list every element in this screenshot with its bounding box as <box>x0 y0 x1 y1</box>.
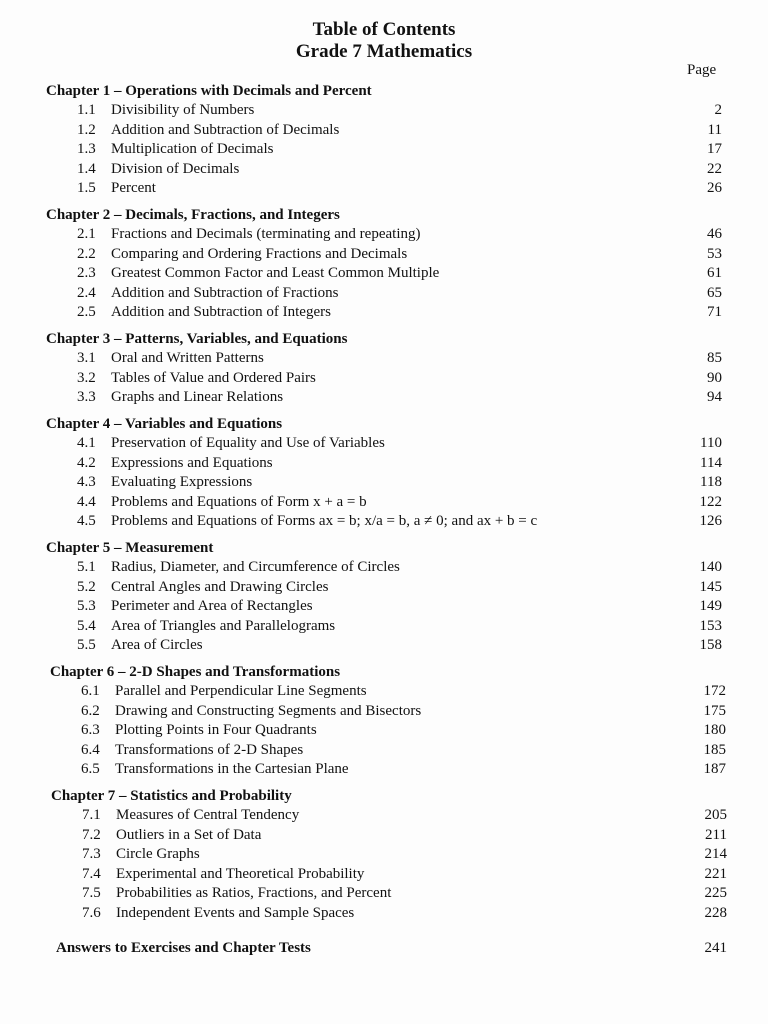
section-page: 221 <box>704 865 727 882</box>
section-number: 7.2 <box>82 826 101 843</box>
chapter-heading: Chapter 4 – Variables and Equations <box>46 416 283 432</box>
section-number: 1.3 <box>77 141 96 157</box>
section-number: 1.4 <box>77 160 96 177</box>
section-number: 4.5 <box>77 513 96 529</box>
toc-entry <box>46 493 746 513</box>
section-page: 65 <box>707 284 722 301</box>
section-number: 7.5 <box>82 885 101 901</box>
chapter-heading: Chapter 2 – Decimals, Fractions, and Integers <box>46 207 340 223</box>
section-page: 187 <box>703 761 726 777</box>
section-number: 2.2 <box>77 245 96 262</box>
section-title: Transformations of 2-D Shapes <box>115 741 304 758</box>
chapter-3 <box>46 330 746 408</box>
section-page: 118 <box>700 474 722 490</box>
section-page: 114 <box>700 454 722 471</box>
section-title: Comparing and Ordering Fractions and Decimals <box>111 245 408 262</box>
toc-entry <box>46 303 746 323</box>
page-column-label: Page <box>687 62 717 78</box>
section-number: 7.4 <box>82 865 101 882</box>
section-number: 6.5 <box>81 761 100 777</box>
toc-entry <box>51 865 751 885</box>
section-page: 175 <box>703 702 726 719</box>
toc-entry <box>51 826 751 846</box>
section-title: Tables of Value and Ordered Pairs <box>111 369 316 386</box>
section-number: 2.3 <box>77 265 96 281</box>
toc-entry <box>51 884 751 904</box>
section-title: Parallel and Perpendicular Line Segments <box>115 683 367 699</box>
toc-entry <box>51 904 751 924</box>
section-page: 153 <box>699 617 722 634</box>
section-page: 122 <box>699 493 722 510</box>
section-title: Expressions and Equations <box>111 454 273 471</box>
section-title: Problems and Equations of Forms ax = b; x/a = b, a ≠ 0; and ax + b = c <box>111 513 538 529</box>
section-page: 22 <box>707 160 722 177</box>
section-number: 5.2 <box>77 578 96 595</box>
section-title: Outliers in a Set of Data <box>116 826 262 843</box>
section-page: 61 <box>707 265 722 281</box>
section-title: Preservation of Equality and Use of Variables <box>111 435 385 451</box>
section-number: 1.5 <box>77 180 96 196</box>
section-page: 145 <box>699 578 722 595</box>
section-title: Addition and Subtraction of Fractions <box>111 284 339 301</box>
toc-entry <box>46 121 746 141</box>
section-title: Percent <box>111 180 156 196</box>
section-title: Area of Triangles and Parallelograms <box>111 617 336 634</box>
section-title: Division of Decimals <box>111 160 240 177</box>
section-title: Measures of Central Tendency <box>116 807 300 823</box>
toc-entry <box>46 225 746 245</box>
section-page: 158 <box>699 637 722 653</box>
section-title: Graphs and Linear Relations <box>111 389 284 405</box>
section-page: 2 <box>714 102 722 118</box>
toc-entry <box>46 636 746 656</box>
toc-entry <box>46 284 746 304</box>
section-title: Addition and Subtraction of Decimals <box>111 121 340 138</box>
section-title: Transformations in the Cartesian Plane <box>115 761 349 777</box>
chapter-6 <box>50 663 750 780</box>
section-title: Divisibility of Numbers <box>111 102 255 118</box>
toc-entry <box>50 721 750 741</box>
section-title: Radius, Diameter, and Circumference of Circles <box>111 559 400 575</box>
section-number: 3.2 <box>77 369 96 386</box>
section-page: 185 <box>703 741 726 758</box>
section-title: Greatest Common Factor and Least Common Multiple <box>111 265 440 281</box>
chapter-2 <box>46 206 746 323</box>
toc-entry <box>46 369 746 389</box>
toc-entry <box>46 160 746 180</box>
toc-entry <box>50 741 750 761</box>
toc-entry <box>46 179 746 199</box>
section-page: 110 <box>700 435 722 451</box>
chapter-heading: Chapter 5 – Measurement <box>46 540 214 556</box>
section-page: 149 <box>699 598 722 614</box>
section-page: 11 <box>707 121 722 138</box>
section-page: 126 <box>699 513 722 529</box>
section-number: 6.4 <box>81 741 100 758</box>
section-page: 46 <box>707 226 722 242</box>
section-page: 214 <box>704 846 727 862</box>
section-page: 180 <box>703 722 726 738</box>
section-number: 1.1 <box>77 102 96 118</box>
section-page: 205 <box>704 807 727 823</box>
section-title: Addition and Subtraction of Integers <box>111 304 331 320</box>
toc-entry <box>46 434 746 454</box>
toc-entry <box>46 617 746 637</box>
section-title: Plotting Points in Four Quadrants <box>115 722 317 738</box>
toc-entry <box>46 140 746 160</box>
toc-entry <box>51 806 751 826</box>
section-number: 7.3 <box>82 846 101 862</box>
toc-entry <box>50 682 750 702</box>
answers-entry <box>56 939 736 958</box>
section-title: Evaluating Expressions <box>111 474 253 490</box>
section-title: Drawing and Constructing Segments and Bisectors <box>115 702 422 719</box>
section-page: 17 <box>707 141 722 157</box>
section-number: 5.4 <box>77 617 96 634</box>
section-number: 4.3 <box>77 474 96 490</box>
toc-entry <box>46 512 746 532</box>
section-number: 7.1 <box>82 807 101 823</box>
chapter-heading: Chapter 6 – 2-D Shapes and Transformations <box>50 664 341 680</box>
section-number: 2.4 <box>77 284 96 301</box>
section-number: 7.6 <box>82 904 101 921</box>
section-title: Perimeter and Area of Rectangles <box>111 598 313 614</box>
section-number: 5.1 <box>77 559 96 575</box>
chapter-heading: Chapter 1 – Operations with Decimals and Percent <box>46 83 372 99</box>
toc-entry <box>46 454 746 474</box>
section-page: 228 <box>704 904 727 921</box>
page-title: Table of Contents <box>312 19 456 40</box>
section-title: Multiplication of Decimals <box>111 141 274 157</box>
toc-entry <box>46 245 746 265</box>
toc-entry <box>46 473 746 493</box>
section-page: 140 <box>699 559 722 575</box>
section-title: Central Angles and Drawing Circles <box>111 578 329 595</box>
section-number: 5.5 <box>77 637 96 653</box>
section-number: 4.1 <box>77 435 96 451</box>
toc-entry <box>46 578 746 598</box>
section-title: Oral and Written Patterns <box>111 350 264 366</box>
section-page: 90 <box>707 369 722 386</box>
page-subtitle: Grade 7 Mathematics <box>295 41 473 62</box>
chapter-4 <box>46 415 746 532</box>
chapter-1 <box>46 82 746 199</box>
section-page: 225 <box>704 885 727 901</box>
section-number: 6.1 <box>81 683 100 699</box>
section-number: 6.2 <box>81 702 100 719</box>
toc-entry <box>46 558 746 578</box>
section-page: 26 <box>707 180 722 196</box>
section-title: Independent Events and Sample Spaces <box>116 904 355 921</box>
toc-entry <box>46 597 746 617</box>
section-number: 2.1 <box>77 226 96 242</box>
toc-entry <box>46 264 746 284</box>
chapter-5 <box>46 539 746 656</box>
toc-entry <box>50 760 750 780</box>
answers-label: Answers to Exercises and Chapter Tests <box>56 940 311 956</box>
section-title: Probabilities as Ratios, Fractions, and Percent <box>116 885 392 901</box>
chapter-heading: Chapter 7 – Statistics and Probability <box>51 788 292 804</box>
section-title: Experimental and Theoretical Probability <box>116 865 365 882</box>
section-page: 53 <box>707 245 722 262</box>
section-page: 71 <box>707 304 722 320</box>
section-number: 3.3 <box>77 389 96 405</box>
section-title: Circle Graphs <box>116 846 200 862</box>
toc-entry <box>46 101 746 121</box>
section-number: 2.5 <box>77 304 96 320</box>
section-number: 3.1 <box>77 350 96 366</box>
section-number: 4.4 <box>77 493 96 510</box>
toc-entry <box>46 349 746 369</box>
section-number: 5.3 <box>77 598 96 614</box>
section-page: 94 <box>707 389 722 405</box>
section-title: Problems and Equations of Form x + a = b <box>111 493 367 510</box>
section-page: 85 <box>707 350 722 366</box>
toc-entry <box>50 702 750 722</box>
section-number: 1.2 <box>77 121 96 138</box>
section-title: Fractions and Decimals (terminating and repeating) <box>111 226 421 242</box>
chapter-heading: Chapter 3 – Patterns, Variables, and Equations <box>46 331 348 347</box>
section-page: 172 <box>703 683 726 699</box>
chapter-7 <box>51 787 751 923</box>
section-number: 4.2 <box>77 454 96 471</box>
toc-entry <box>51 845 751 865</box>
section-number: 6.3 <box>81 722 100 738</box>
toc-entry <box>46 388 746 408</box>
answers-page: 241 <box>704 940 727 956</box>
section-page: 211 <box>705 826 727 843</box>
section-title: Area of Circles <box>111 637 203 653</box>
